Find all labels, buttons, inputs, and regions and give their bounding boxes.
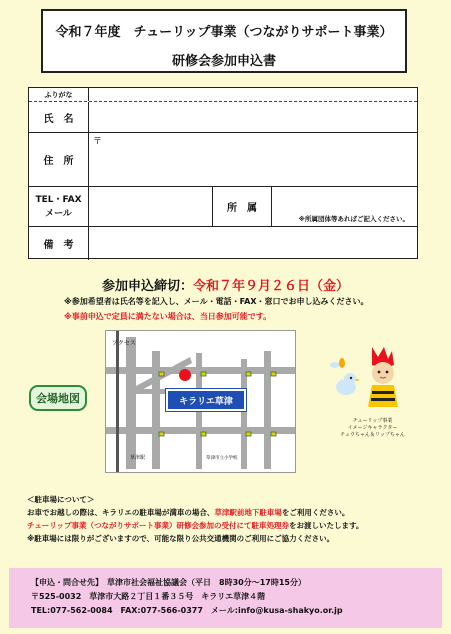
map-venue-box: [166, 389, 246, 411]
name-label: 氏 名: [29, 102, 89, 132]
deadline-date: 令和７年９月２６日（金）: [193, 279, 350, 294]
parking-info: [27, 493, 427, 545]
mascot-icon: [328, 343, 416, 415]
parking-line-2-b: をお渡しいたします。: [288, 521, 364, 530]
furigana-label: ふりがな: [29, 88, 89, 101]
name-row[interactable]: [29, 102, 417, 133]
zip-mark: 〒: [93, 137, 103, 147]
venue-map-label: 会場地図: [29, 385, 87, 411]
form-title-box: [41, 9, 407, 73]
contact-label: [29, 187, 89, 226]
footer-line-2: 〒525-0032 草津市大路２丁目１番３５号 キラリエ草津４階: [31, 592, 266, 601]
parking-line-3: ※駐車場には限りがございますので、可能な限り公共交通機関のご利用にご協力ください。: [27, 534, 335, 543]
venue-map: [105, 330, 296, 473]
address-label: 住 所: [29, 133, 89, 186]
parking-line-1-a: お車でお越しの際は、キラリエの駐車場が満車の場合、: [27, 508, 215, 517]
map-access-label: アクセス: [112, 340, 136, 347]
remarks-row[interactable]: [29, 227, 417, 260]
furigana-row[interactable]: [29, 88, 417, 102]
parking-garage-name: 草津駅前地下駐車場: [214, 508, 282, 517]
title-line-1: 令和７年度 チューリップ事業（つながりサポート事業）: [55, 25, 393, 40]
deadline: [0, 275, 451, 294]
affiliation-label: 所 属: [212, 187, 272, 226]
map-station-label: 草津駅: [130, 455, 146, 461]
footer-line-1: 【申込・問合せ先】 草津市社会福祉協議会（平日 8時30分～17時15分）: [31, 578, 306, 587]
title-line-2: 研修会参加申込書: [171, 54, 276, 69]
mascot-illustration: [328, 343, 416, 415]
parking-line-2-a: チューリップ事業（つながりサポート事業）研修会参加の受付にて駐車処理券: [27, 521, 289, 530]
application-notice: ※参加希望者は氏名等を記入し、メール・電話・FAX・窓口でお申し込みください。: [64, 297, 369, 306]
same-day-notice: ※事前申込で定員に満たない場合は、当日参加可能です。: [64, 312, 272, 321]
application-form: [28, 87, 418, 259]
email-label: メール: [45, 208, 72, 219]
parking-line-1-c: をご利用ください。: [281, 508, 350, 517]
deadline-label: 参加申込締切：: [101, 279, 193, 294]
parking-line-1: [27, 506, 427, 519]
parking-line-2: [27, 519, 427, 532]
address-row[interactable]: [29, 133, 417, 187]
affiliation-note: ※所属団体等あればご記入ください。: [298, 215, 409, 223]
mascot-caption-3: チュウちゃん＆リップちゃん: [340, 432, 405, 438]
map-venue-name: キラリエ草津: [179, 396, 233, 407]
mascot-caption-1: チューリップ事業: [352, 418, 393, 424]
map-hotel-label: 草津市立小学校: [206, 456, 238, 461]
remarks-label: 備 考: [29, 227, 89, 260]
contact-footer: [9, 568, 442, 628]
mascot-caption-2: イメージキャラクター: [347, 425, 398, 431]
footer-line-3: TEL:077-562-0084 FAX:077-566-0377 メール:info@kusa-shakyo.or.jp: [31, 606, 343, 615]
contact-row[interactable]: [29, 187, 417, 227]
mascot-caption: [325, 418, 420, 439]
parking-heading: ＜駐車場について＞: [27, 495, 95, 504]
tel-fax-label: TEL・FAX: [35, 194, 82, 205]
